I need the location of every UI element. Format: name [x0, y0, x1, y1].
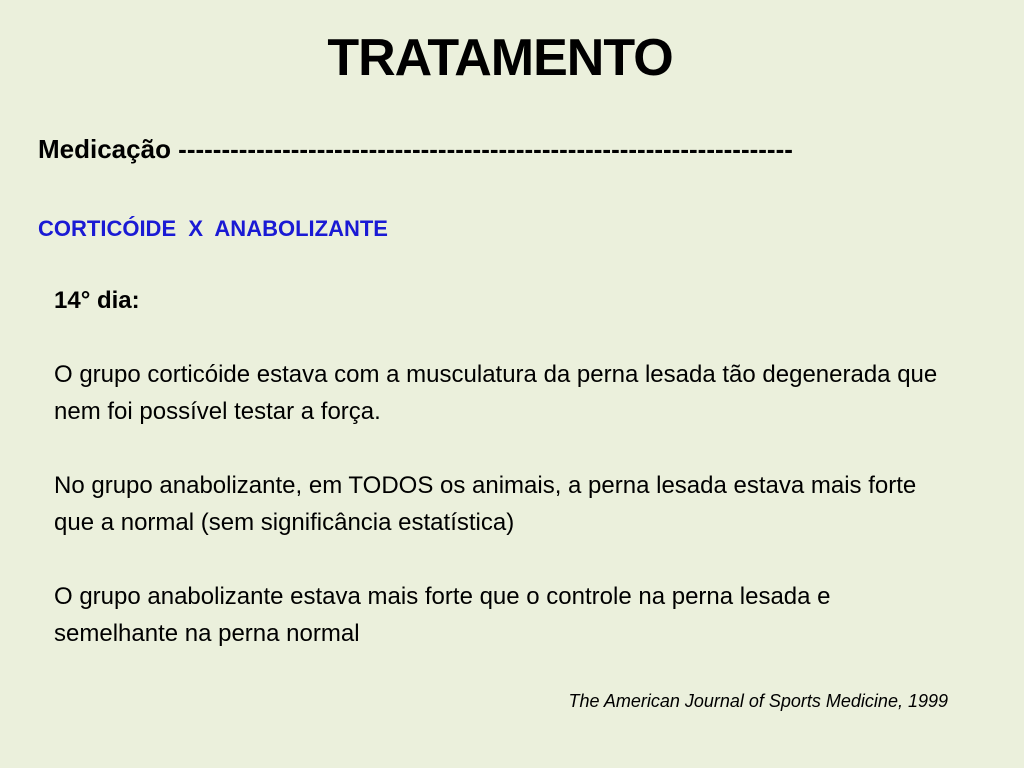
slide-title: TRATAMENTO — [327, 29, 673, 87]
paragraph-anabolic-all-animals: No grupo anabolizante, em TODOS os animais, a perna lesada estava mais forte que a normal (sem significância estatística) — [54, 472, 917, 536]
comparison-subtitle: CORTICÓIDE X ANABOLIZANTE — [38, 216, 388, 241]
section-heading: Medicação ----------------------------------------------------------------------- — [38, 134, 793, 164]
citation: The American Journal of Sports Medicine, 1999 — [568, 691, 948, 711]
paragraph-corticoid: O grupo corticóide estava com a musculatura da perna lesada tão degenerada que nem foi possível testar a força. — [54, 361, 938, 425]
paragraph-anabolic-vs-control: O grupo anabolizante estava mais forte que o controle na perna lesada e semelhante na perna normal — [54, 583, 831, 647]
day-label: 14° dia: — [54, 287, 140, 314]
slide-body — [54, 282, 944, 689]
